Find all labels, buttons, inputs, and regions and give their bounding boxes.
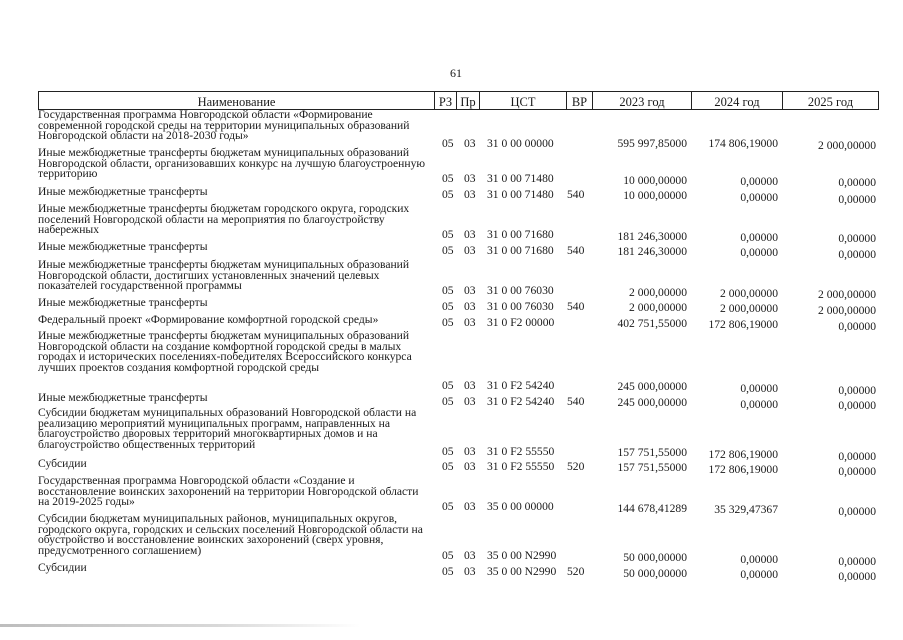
row-2023: 10 000,00000 — [623, 189, 687, 202]
row-name: Субсидии — [38, 561, 87, 574]
row-2024: 0,00000 — [740, 191, 778, 204]
row-name: Государственная программа Новгородской области «Формирование современной городской среды на территории муниципальных образований Новгородской области на 2018-2030 годы» — [38, 108, 410, 143]
row-name: Иные межбюджетные трансферты бюджетам муниципальных образований Новгородской области, организовавших конкурс на лучшую благоустроенную территорию — [38, 146, 426, 181]
row-2024: 0,00000 — [740, 568, 778, 581]
row-2024: 0,00000 — [740, 246, 778, 259]
header-rz: РЗ — [434, 91, 456, 110]
header-2024: 2024 год — [691, 91, 782, 110]
row-pr: 03 — [464, 188, 476, 201]
row-cst: 31 0 00 71680 — [487, 228, 554, 241]
row-rz: 05 — [442, 395, 454, 408]
row-2025: 0,00000 — [838, 465, 876, 478]
row-cst: 31 0 00 76030 — [487, 300, 554, 313]
row-pr: 03 — [464, 172, 476, 185]
row-2024: 35 329,47367 — [714, 503, 778, 516]
row-pr: 03 — [464, 460, 476, 473]
row-pr: 03 — [464, 549, 476, 562]
row-rz: 05 — [442, 379, 454, 392]
row-2025: 0,00000 — [838, 384, 876, 397]
row-pr: 03 — [464, 300, 476, 313]
row-2025: 0,00000 — [838, 570, 876, 583]
row-2025: 0,00000 — [838, 555, 876, 568]
row-2023: 402 751,55000 — [617, 317, 687, 330]
row-pr: 03 — [464, 565, 476, 578]
row-name: Субсидии бюджетам муниципальных районов, муниципальных округов, городского округа, городских и сельских поселений Новгородской области на обустройство и восстановление воинских захоронений (сверх уровня, предусмотренного соглашением) — [38, 512, 423, 557]
row-2025: 0,00000 — [838, 505, 876, 518]
row-pr: 03 — [464, 316, 476, 329]
header-vr: ВР — [566, 91, 592, 110]
row-2024: 2 000,00000 — [720, 287, 778, 300]
row-rz: 05 — [442, 445, 454, 458]
row-rz: 05 — [442, 284, 454, 297]
row-2023: 144 678,41289 — [617, 502, 687, 515]
row-2023: 181 246,30000 — [617, 245, 687, 258]
row-cst: 31 0 00 71480 — [487, 172, 554, 185]
row-2023: 2 000,00000 — [629, 301, 687, 314]
row-2024: 172 806,19000 — [708, 463, 778, 476]
row-vr: 540 — [567, 188, 585, 201]
row-name: Государственная программа Новгородской области «Создание и восстановление воинских захоронений на территории Новгородской области на 2019-2025 годы» — [38, 474, 419, 509]
row-rz: 05 — [442, 460, 454, 473]
row-cst: 31 0 F2 55550 — [487, 445, 555, 458]
row-2023: 157 751,55000 — [617, 461, 687, 474]
row-2023: 50 000,00000 — [623, 567, 687, 580]
row-2025: 0,00000 — [838, 399, 876, 412]
row-rz: 05 — [442, 188, 454, 201]
row-rz: 05 — [442, 316, 454, 329]
row-pr: 03 — [464, 500, 476, 513]
row-2023: 2 000,00000 — [629, 286, 687, 299]
row-2025: 2 000,00000 — [818, 139, 876, 152]
row-name: Иные межбюджетные трансферты — [38, 185, 208, 198]
page-number: 61 — [450, 66, 462, 80]
row-cst: 31 0 00 76030 — [487, 284, 554, 297]
row-2023: 245 000,00000 — [617, 396, 687, 409]
row-name: Иные межбюджетные трансферты бюджетам муниципальных образований Новгородской области, достигших установленных значений целевых показателей государственной программы — [38, 258, 410, 293]
row-pr: 03 — [464, 395, 476, 408]
row-rz: 05 — [442, 137, 454, 150]
row-vr: 540 — [567, 300, 585, 313]
row-2025: 0,00000 — [838, 176, 876, 189]
row-rz: 05 — [442, 500, 454, 513]
row-2023: 181 246,30000 — [617, 230, 687, 243]
row-cst: 31 0 F2 54240 — [487, 395, 555, 408]
row-2024: 0,00000 — [740, 231, 778, 244]
row-2025: 0,00000 — [838, 320, 876, 333]
row-pr: 03 — [464, 137, 476, 150]
row-name: Иные межбюджетные трансферты — [38, 240, 208, 253]
row-2025: 0,00000 — [838, 232, 876, 245]
row-cst: 31 0 F2 00000 — [487, 316, 555, 329]
row-cst: 31 0 F2 55550 — [487, 460, 555, 473]
row-vr: 540 — [567, 244, 585, 257]
row-name: Субсидии бюджетам муниципальных образований Новгородской области на реализацию мероприятий муниципальных программ, направленных на благоустройство дворовых территорий многоквартирных домов и на благоустройство общественных территорий — [38, 406, 417, 451]
row-pr: 03 — [464, 284, 476, 297]
row-2024: 0,00000 — [740, 553, 778, 566]
header-pr: Пр — [456, 91, 479, 110]
row-vr: 540 — [567, 395, 585, 408]
row-2025: 0,00000 — [838, 450, 876, 463]
row-name: Иные межбюджетные трансферты — [38, 391, 208, 404]
row-2024: 0,00000 — [740, 175, 778, 188]
row-cst: 35 0 00 N2990 — [487, 549, 557, 562]
row-2024: 0,00000 — [740, 398, 778, 411]
row-2023: 595 997,85000 — [617, 137, 687, 150]
row-name: Субсидии — [38, 457, 87, 470]
row-2023: 10 000,00000 — [623, 174, 687, 187]
row-cst: 31 0 00 71480 — [487, 188, 554, 201]
row-2024: 174 806,19000 — [708, 137, 778, 150]
row-2023: 50 000,00000 — [623, 551, 687, 564]
header-2023: 2023 год — [592, 91, 691, 110]
row-2024: 172 806,19000 — [708, 448, 778, 461]
row-pr: 03 — [464, 228, 476, 241]
header-name: Наименование — [38, 91, 434, 110]
row-2024: 172 806,19000 — [708, 318, 778, 331]
row-name: Федеральный проект «Формирование комфортной городской среды» — [38, 313, 379, 326]
row-cst: 31 0 F2 54240 — [487, 379, 555, 392]
row-rz: 05 — [442, 549, 454, 562]
row-name: Иные межбюджетные трансферты бюджетам городского округа, городских поселений Новгородской области на мероприятия по благоустройству набережных — [38, 202, 410, 237]
header-cst: ЦСТ — [479, 91, 566, 110]
row-rz: 05 — [442, 244, 454, 257]
row-name: Иные межбюджетные трансферты бюджетам муниципальных образований Новгородской области на создание комфортной городской среды в малых городах и исторических поселениях-победителях Всероссийского конкурса лучших проектов создания комфортной городской среды — [38, 329, 412, 374]
row-cst: 35 0 00 00000 — [487, 500, 554, 513]
scan-artifact — [0, 624, 360, 627]
row-rz: 05 — [442, 172, 454, 185]
row-rz: 05 — [442, 300, 454, 313]
row-2025: 2 000,00000 — [818, 304, 876, 317]
row-vr: 520 — [567, 565, 585, 578]
header-2025: 2025 год — [782, 91, 879, 110]
row-2025: 0,00000 — [838, 193, 876, 206]
row-rz: 05 — [442, 565, 454, 578]
row-cst: 31 0 00 00000 — [487, 137, 554, 150]
row-2023: 157 751,55000 — [617, 446, 687, 459]
row-rz: 05 — [442, 228, 454, 241]
row-vr: 520 — [567, 460, 585, 473]
row-cst: 35 0 00 N2990 — [487, 565, 557, 578]
row-cst: 31 0 00 71680 — [487, 244, 554, 257]
row-name: Иные межбюджетные трансферты — [38, 296, 208, 309]
row-2023: 245 000,00000 — [617, 380, 687, 393]
row-pr: 03 — [464, 379, 476, 392]
row-2024: 2 000,00000 — [720, 302, 778, 315]
row-2024: 0,00000 — [740, 382, 778, 395]
row-2025: 2 000,00000 — [818, 288, 876, 301]
row-pr: 03 — [464, 244, 476, 257]
row-2025: 0,00000 — [838, 248, 876, 261]
row-pr: 03 — [464, 445, 476, 458]
